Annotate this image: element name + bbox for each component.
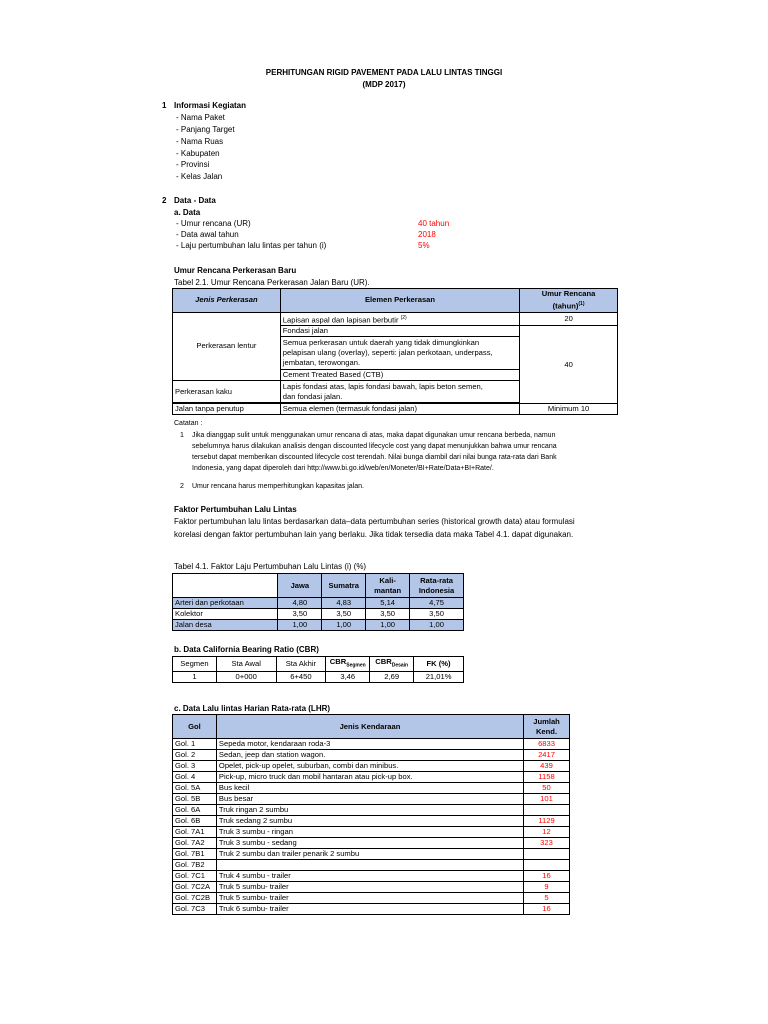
section-1-heading: Informasi Kegiatan [174, 101, 247, 110]
col-jenis-perkerasan: Jenis Perkerasan [173, 289, 281, 313]
info-item: - Kabupaten [176, 149, 220, 158]
table-row: Gol. 1 Sepeda motor, kendaraan roda-3 6833 [173, 739, 570, 750]
col-elemen-perkerasan: Elemen Perkerasan [280, 289, 519, 313]
col-jenis-kendaraan: Jenis Kendaraan [216, 715, 523, 739]
data-label: - Umur rencana (UR) [176, 219, 251, 228]
col-kalimantan: Kali- mantan [366, 574, 410, 598]
col-sta-akhir: Sta Akhir [276, 657, 326, 672]
col-segmen: Segmen [173, 657, 217, 672]
info-item: - Provinsi [176, 160, 210, 169]
note-text: sebelumnya harus dilakukan analisis dengan discounted lifecycle cost yang dapat menunjukkan bahwa umur rencana [192, 443, 557, 450]
info-item: - Nama Paket [176, 113, 225, 122]
data-label: - Laju pertumbuhan lalu lintas per tahun (i) [176, 241, 327, 250]
col-jawa: Jawa [278, 574, 322, 598]
faktor-paragraph: korelasi dengan faktor pertumbuhan lain yang berlaku. Jika tidak tersedia data maka Tabel 4.1. dapat digunakan. [174, 530, 574, 539]
table-row: Gol. 7B1 Truk 2 sumbu dan trailer penarik 2 sumbu [173, 849, 570, 860]
note-text: Jika dianggap sulit untuk menggunakan umur rencana di atas, maka dapat digunakan umur rencana berbeda, namun [192, 432, 556, 439]
faktor-paragraph: Faktor pertumbuhan lalu lintas berdasarkan data–data pertumbuhan series (historical growth data) atau formulasi [174, 517, 575, 526]
section-2a-heading: a. Data [174, 208, 201, 217]
table-row: Gol. 3 Opelet, pick-up opelet, suburban, combi dan minibus. 439 [173, 761, 570, 772]
catatan-label: Catatan : [174, 420, 203, 427]
table-4-1-caption: Tabel 4.1. Faktor Laju Pertumbuhan Lalu Lintas (i) (%) [174, 562, 367, 571]
table-2-1-caption: Tabel 2.1. Umur Rencana Perkerasan Jalan Baru (UR). [174, 278, 370, 287]
note-number: 2 [180, 483, 184, 490]
faktor-heading: Faktor Pertumbuhan Lalu Lintas [174, 505, 297, 514]
data-value: 40 tahun [418, 219, 450, 228]
table-row: Gol. 7C2A Truk 5 sumbu- trailer 9 [173, 882, 570, 893]
table-row: Gol. 6A Truk ringan 2 sumbu [173, 805, 570, 816]
table-umur-rencana [172, 288, 618, 415]
col-cbr-desain: $CBR_{Desain}$ [370, 657, 414, 672]
section-2-number: 2 [162, 196, 167, 205]
section-2-heading: Data - Data [174, 196, 216, 205]
data-value: 5% [418, 241, 430, 250]
table-row: Gol. 4 Pick-up, micro truck dan mobil hantaran atau pick-up box. 1158 [173, 772, 570, 783]
note-text: tersebut dapat memberikan discounted lifecycle cost terendah. Nilai bunga diambil dari nilai bunga rata-rata dari Bank [192, 454, 557, 461]
umur-cell: 20 [520, 312, 618, 326]
col-jumlah-kend: Jumlah Kend. [524, 715, 570, 739]
table-row: 1 0+000 6+450 3,46 2,69 21,01% [173, 671, 464, 682]
table-row: Kolektor 3,50 3,50 3,50 3,50 [173, 609, 464, 620]
info-item: - Kelas Jalan [176, 172, 223, 181]
jenis-lentur: Perkerasan lentur [173, 312, 281, 381]
elemen-cell: Lapisan aspal dan lapisan berbutir $^{(2)}$ [280, 312, 519, 326]
col-rata-rata: Rata-rata Indonesia [410, 574, 464, 598]
jenis-kaku: Perkerasan kaku [173, 381, 281, 403]
elemen-cell: Fondasi jalan [280, 326, 519, 337]
table-row: Gol. 7C2B Truk 5 sumbu- trailer 5 [173, 893, 570, 904]
umur-cell: 40 [520, 326, 618, 404]
col-cbr-segmen: $CBR_{Segmen}$ [326, 657, 370, 672]
elemen-cell: Lapis fondasi atas, lapis fondasi bawah, lapis beton semen, dan fondasi jalan. [280, 381, 519, 403]
jenis-tanpa-penutup: Jalan tanpa penutup [173, 404, 281, 415]
table-row: Gol. 2 Sedan, jeep dan station wagon. 2417 [173, 750, 570, 761]
umur-cell: Minimum 10 [520, 404, 618, 415]
cbr-heading: b. Data California Bearing Ratio (CBR) [174, 645, 319, 654]
note-text: Indonesia, yang dapat diperoleh dari http://www.bi.go.id/web/en/Moneter/BI+Rate/Data+BI+Rate/. [192, 465, 494, 472]
elemen-cell: Cement Treated Based (CTB) [280, 370, 519, 381]
col-sumatra: Sumatra [322, 574, 366, 598]
col-umur-rencana: Umur Rencana (tahun)$^{(1)}$ [520, 289, 618, 313]
data-value: 2018 [418, 230, 436, 239]
document-subtitle: (MDP 2017) [362, 80, 406, 89]
info-item: - Panjang Target [176, 125, 235, 134]
table-row: Arteri dan perkotaan 4,80 4,83 5,14 4,75 [173, 598, 464, 609]
table-row: Gol. 7B2 [173, 860, 570, 871]
section-1-number: 1 [162, 101, 167, 110]
table-cbr [172, 656, 464, 683]
col-fk: FK (%) [414, 657, 464, 672]
table-row: Gol. 7C3 Truk 6 sumbu- trailer 16 [173, 904, 570, 915]
data-label: - Data awal tahun [176, 230, 239, 239]
document-title: PERHITUNGAN RIGID PAVEMENT PADA LALU LINTAS TINGGI [265, 68, 503, 77]
table-row: Jalan desa 1,00 1,00 1,00 1,00 [173, 620, 464, 631]
table-row: Gol. 7C1 Truk 4 sumbu - trailer 16 [173, 871, 570, 882]
elemen-cell: Semua elemen (termasuk fondasi jalan) [280, 404, 519, 415]
info-item: - Nama Ruas [176, 137, 224, 146]
table-row: Gol. 6B Truk sedang 2 sumbu 1129 [173, 816, 570, 827]
table-row: Gol. 7A2 Truk 3 sumbu - sedang 323 [173, 838, 570, 849]
table-row: Gol. 5A Bus kecil 50 [173, 783, 570, 794]
table-row: Gol. 7A1 Truk 3 sumbu - ringan 12 [173, 827, 570, 838]
note-text: Umur rencana harus memperhitungkan kapasitas jalan. [192, 483, 364, 490]
lhr-heading: c. Data Lalu lintas Harian Rata-rata (LHR) [174, 704, 331, 713]
col-gol: Gol [173, 715, 217, 739]
col-sta-awal: Sta Awal [216, 657, 276, 672]
note-number: 1 [180, 432, 184, 439]
table-row: Gol. 5B Bus besar 101 [173, 794, 570, 805]
table-lhr [172, 714, 570, 915]
table-faktor-pertumbuhan [172, 573, 464, 631]
elemen-cell: Semua perkerasan untuk daerah yang tidak dimungkinkan pelapisan ulang (overlay), seperti: jalan perkotaan, underpass, jembatan, terowongan. [280, 337, 519, 370]
umur-heading: Umur Rencana Perkerasan Baru [174, 266, 297, 275]
